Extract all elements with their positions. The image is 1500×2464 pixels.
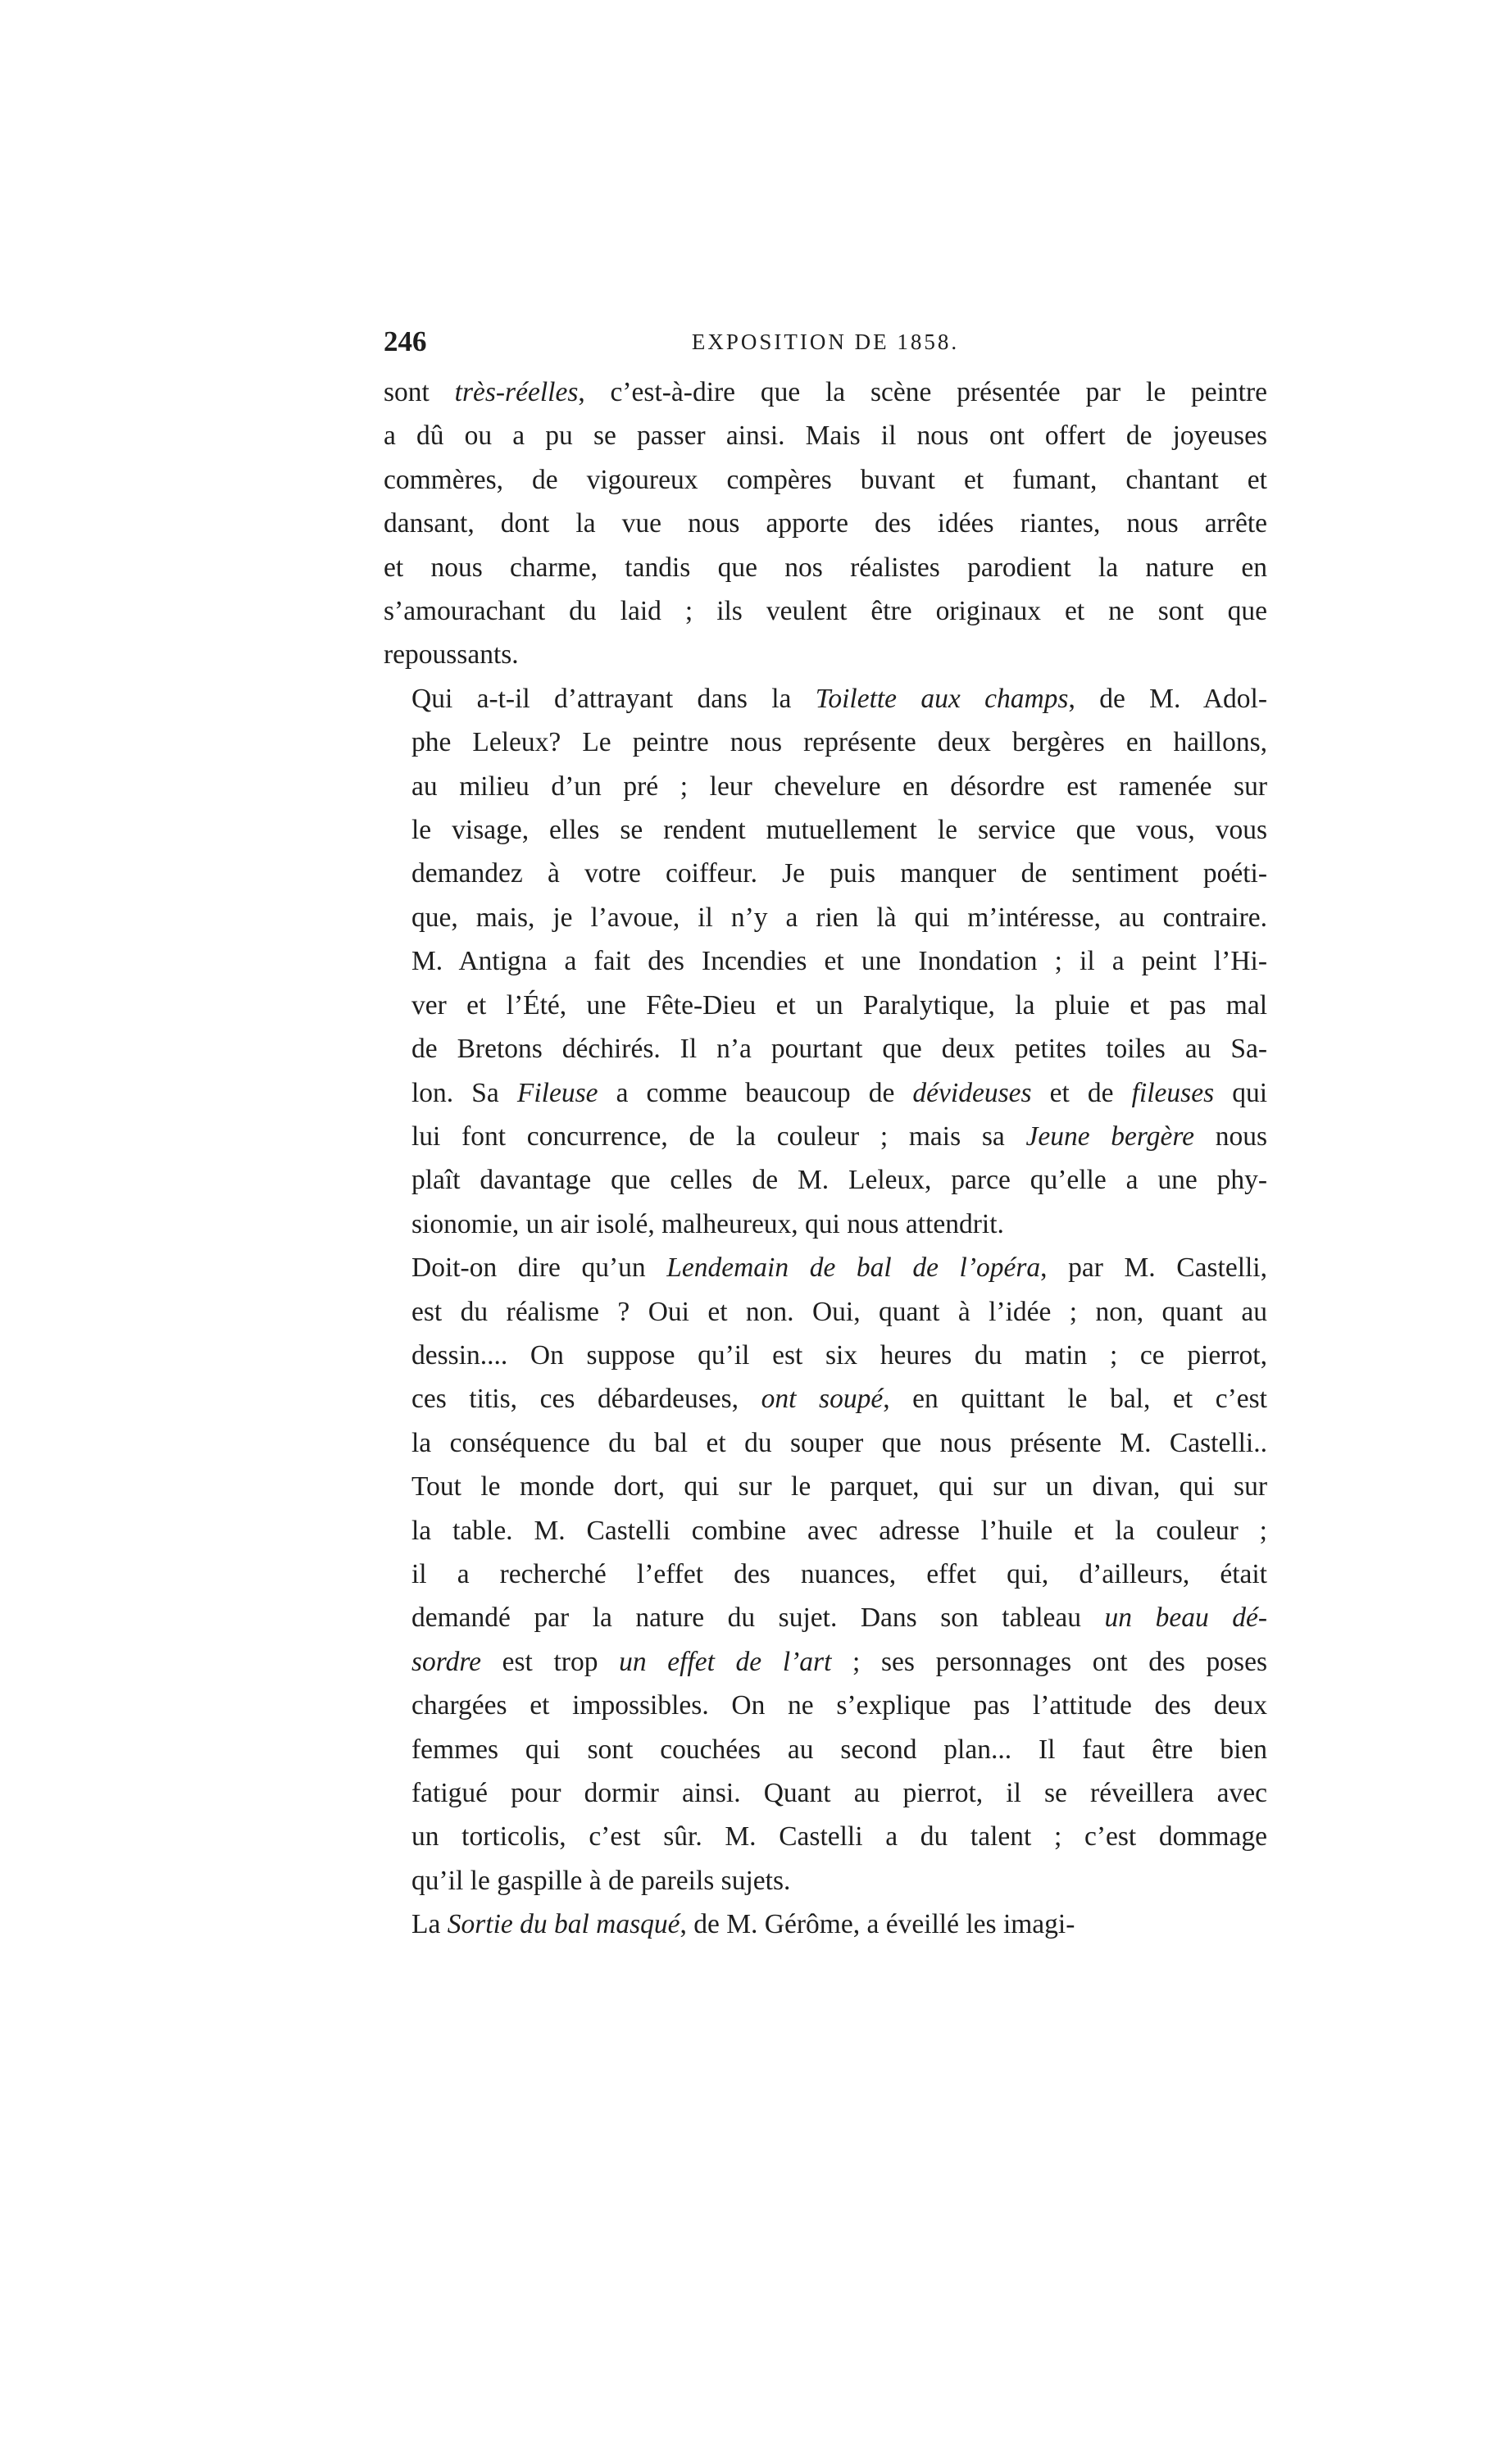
text-line: [384, 1071, 1267, 1115]
text-line: [384, 1640, 1267, 1684]
italic-run: Fileuse: [516, 1077, 598, 1108]
text-line: [384, 896, 1267, 939]
text-run: et nous charme, tandis que nos réalistes parodient la nature en: [384, 552, 1267, 583]
text-line: [384, 1771, 1267, 1815]
text-run: a dû ou a pu se passer ainsi. Mais il nous ont offert de joyeuses: [384, 421, 1267, 452]
text-run: La: [411, 1909, 448, 1940]
text-line: [384, 1465, 1267, 1508]
text-line: [384, 1903, 1267, 1946]
italic-run: fileuses: [1131, 1077, 1215, 1108]
text-line: [384, 1728, 1267, 1771]
text-line: [384, 414, 1267, 457]
italic-run: Sortie du bal masqué: [447, 1909, 680, 1940]
text-line: [384, 1377, 1267, 1421]
text-line: [384, 458, 1267, 502]
paragraph: [384, 371, 1267, 677]
text-run: M. Antigna a fait des Incendies et une Inondation ; il a peint l’Hi-: [411, 946, 1267, 977]
text-run: est du réalisme ? Oui et non. Oui, quant à l’idée ; non, quant au: [411, 1296, 1267, 1327]
text-run: Doit-on dire qu’un: [411, 1252, 667, 1284]
text-run: , de M. Adol-: [1068, 683, 1267, 714]
italic-run: ont soupé: [761, 1384, 884, 1415]
paragraph: [384, 677, 1267, 1246]
text-run: sionomie, un air isolé, malheureux, qui nous attendrit.: [411, 1208, 1004, 1239]
text-line: [384, 546, 1267, 589]
page-header: [384, 321, 1267, 362]
italic-run: Toilette aux champs: [815, 683, 1069, 714]
text-line: [384, 984, 1267, 1027]
text-run: lui font concurrence, de la couleur ; mais sa: [411, 1121, 1026, 1152]
text-run: s’amourachant du laid ; ils veulent être originaux et ne sont que: [384, 596, 1267, 627]
text-run: au milieu d’un pré ; leur chevelure en désordre est ramenée sur: [411, 771, 1267, 802]
text-run: commères, de vigoureux compères buvant et fumant, chantant et: [384, 464, 1267, 495]
text-line: [384, 852, 1267, 895]
paragraph: [384, 1903, 1267, 1946]
text-line: [384, 502, 1267, 545]
text-run: , par M. Castelli,: [1040, 1252, 1267, 1284]
text-run: Tout le monde dort, qui sur le parquet, qui sur un divan, qui sur: [411, 1471, 1267, 1502]
text-line: [384, 808, 1267, 852]
text-run: femmes qui sont couchées au second plan... Il faut être bien: [411, 1734, 1267, 1765]
text-run: sont: [384, 377, 455, 407]
text-run: la conséquence du bal et du souper que nous présente M. Castelli..: [411, 1427, 1267, 1458]
text-line: [384, 765, 1267, 808]
text-run: ; ses personnages ont des poses: [831, 1646, 1267, 1677]
text-run: un torticolis, c’est sûr. M. Castelli a du talent ; c’est dommage: [411, 1821, 1267, 1853]
text-run: ces titis, ces débardeuses,: [411, 1384, 761, 1415]
text-run: demandez à votre coiffeur. Je puis manquer de sentiment poéti-: [411, 858, 1267, 889]
text-run: le visage, elles se rendent mutuellement le service que vous, vous: [411, 815, 1267, 846]
text-line: [384, 1334, 1267, 1377]
text-line: [384, 677, 1267, 721]
text-run: dessin.... On suppose qu’il est six heures du matin ; ce pierrot,: [411, 1339, 1267, 1371]
text-line: [384, 1596, 1267, 1639]
body-text: [384, 371, 1267, 1947]
text-run: il a recherché l’effet des nuances, effet qui, d’ailleurs, était: [411, 1558, 1267, 1589]
text-line: [384, 633, 1267, 676]
text-run: chargées et impossibles. On ne s’explique pas l’attitude des deux: [411, 1690, 1267, 1721]
text-run: fatigué pour dormir ainsi. Quant au pierrot, il se réveillera avec: [411, 1778, 1267, 1808]
text-run: nous: [1193, 1121, 1267, 1152]
text-run: que, mais, je l’avoue, il n’y a rien là qui m’intéresse, au contraire.: [411, 902, 1267, 933]
text-run: ver et l’Été, une Fête-Dieu et un Paralytique, la pluie et pas mal: [411, 989, 1267, 1021]
text-run: qui: [1214, 1077, 1268, 1108]
italic-run: Jeune bergère: [1025, 1121, 1194, 1152]
text-line: [384, 1290, 1267, 1334]
text-run: , de M. Gérôme, a éveillé les imagi-: [680, 1909, 1075, 1940]
text-line: [384, 1246, 1267, 1289]
italic-run: Lendemain de bal de l’opéra: [666, 1252, 1041, 1284]
text-line: [384, 1509, 1267, 1553]
text-run: phe Leleux? Le peintre nous représente deux bergères en haillons,: [411, 727, 1267, 758]
text-line: [384, 1553, 1267, 1596]
italic-run: un beau dé-: [1104, 1603, 1267, 1634]
text-line: [384, 1421, 1267, 1465]
text-run: lon. Sa: [411, 1077, 517, 1108]
text-line: [384, 1815, 1267, 1858]
text-run: de Bretons déchirés. Il n’a pourtant que deux petites toiles au Sa-: [411, 1034, 1267, 1065]
text-line: [384, 721, 1267, 764]
text-line: [384, 589, 1267, 633]
page-number: 246: [384, 325, 427, 357]
text-run: Qui a-t-il d’attrayant dans la: [411, 683, 816, 714]
text-run: a comme beaucoup de: [598, 1077, 913, 1108]
text-run: qu’il le gaspille à de pareils sujets.: [411, 1865, 791, 1896]
text-run: dansant, dont la vue nous apporte des idées riantes, nous arrête: [384, 508, 1267, 539]
text-run: et de: [1031, 1077, 1132, 1108]
text-run: la table. M. Castelli combine avec adresse l’huile et la couleur ;: [411, 1515, 1267, 1546]
text-line: [384, 1684, 1267, 1727]
text-line: [384, 1158, 1267, 1202]
text-run: , en quittant le bal, et c’est: [883, 1384, 1267, 1415]
running-title: EXPOSITION DE 1858.: [691, 330, 960, 354]
text-line: [384, 1115, 1267, 1158]
italic-run: sordre: [411, 1646, 481, 1677]
text-line: [384, 371, 1267, 414]
italic-run: dévideuses: [912, 1077, 1032, 1108]
text-run: repoussants.: [384, 639, 519, 671]
text-line: [384, 1027, 1267, 1071]
italic-run: un effet de l’art: [619, 1646, 832, 1677]
text-run: demandé par la nature du sujet. Dans son tableau: [411, 1603, 1105, 1634]
text-line: [384, 1202, 1267, 1246]
text-run: est trop: [481, 1646, 620, 1677]
italic-run: très-réelles: [454, 377, 579, 407]
text-run: plaît davantage que celles de M. Leleux, parce qu’elle a une phy-: [411, 1165, 1267, 1196]
text-run: , c’est-à-dire que la scène présentée par le peintre: [578, 377, 1267, 407]
text-line: [384, 939, 1267, 983]
text-line: [384, 1859, 1267, 1903]
paragraph: [384, 1246, 1267, 1903]
